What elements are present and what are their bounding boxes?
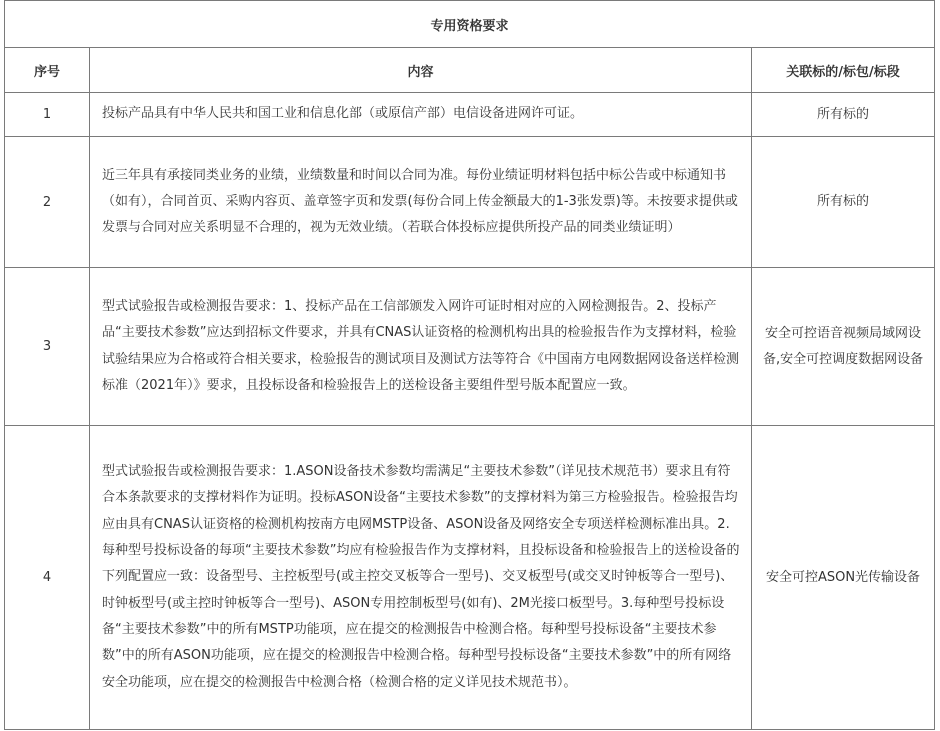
header-scope: 关联标的/标包/标段	[752, 48, 935, 93]
row-scope: 所有标的	[752, 93, 935, 137]
row-index: 2	[5, 137, 90, 268]
table-title-row	[5, 1, 935, 48]
table-row	[5, 268, 935, 426]
row-content: 近三年具有承接同类业务的业绩，业绩数量和时间以合同为准。每份业绩证明材料包括中标公告或中标通知书（如有），合同首页、采购内容页、盖章签字页和发票(每份合同上传金额最大的1-3张发票)等。未按要求提供或发票与合同对应关系明显不合理的，视为无效业绩。（若联合体投标应提供所投产品的同类业绩证明）	[90, 137, 752, 268]
table-title: 专用资格要求	[5, 1, 935, 48]
header-content: 内容	[90, 48, 752, 93]
table-row	[5, 426, 935, 730]
table-row	[5, 93, 935, 137]
row-scope: 安全可控语音视频局域网设备,安全可控调度数据网设备	[752, 268, 935, 426]
row-index: 1	[5, 93, 90, 137]
qualification-requirements-table	[4, 0, 935, 730]
row-scope: 安全可控ASON光传输设备	[752, 426, 935, 730]
row-index: 4	[5, 426, 90, 730]
table-row	[5, 137, 935, 268]
table-header-row	[5, 48, 935, 93]
row-scope: 所有标的	[752, 137, 935, 268]
row-content: 型式试验报告或检测报告要求：1、投标产品在工信部颁发入网许可证时相对应的入网检测报告。2、投标产品“主要技术参数”应达到招标文件要求，并具有CNAS认证资格的检测机构出具的检验报告作为支撑材料，检验试验结果应为合格或符合相关要求，检验报告的测试项目及测试方法等符合《中国南方电网数据网设备送样检测标准（2021年）》要求，且投标设备和检验报告上的送检设备主要组件型号版本配置应一致。	[90, 268, 752, 426]
row-content: 投标产品具有中华人民共和国工业和信息化部（或原信产部）电信设备进网许可证。	[90, 93, 752, 137]
row-content: 型式试验报告或检测报告要求：1.ASON设备技术参数均需满足“主要技术参数”（详见技术规范书）要求且有符合本条款要求的支撑材料作为证明。投标ASON设备“主要技术参数”的支撑材料为第三方检验报告。检验报告均应由具有CNAS认证资格的检测机构按南方电网MSTP设备、ASON设备及网络安全专项送样检测标准出具。2.每种型号投标设备的每项“主要技术参数”均应有检验报告作为支撑材料，且投标设备和检验报告上的送检设备的下列配置应一致：设备型号、主控板型号(或主控交叉板等合一型号)、交叉板型号(或交叉时钟板等合一型号)、时钟板型号(或主控时钟板等合一型号)、ASON专用控制板型号(如有)、2M光接口板型号。3.每种型号投标设备“主要技术参数”中的所有MSTP功能项，应在提交的检测报告中检测合格。每种型号投标设备“主要技术参数”中的所有ASON功能项，应在提交的检测报告中检测合格。每种型号投标设备“主要技术参数”中的所有网络安全功能项，应在提交的检测报告中检测合格（检测合格的定义详见技术规范书）。	[90, 426, 752, 730]
header-index: 序号	[5, 48, 90, 93]
row-index: 3	[5, 268, 90, 426]
